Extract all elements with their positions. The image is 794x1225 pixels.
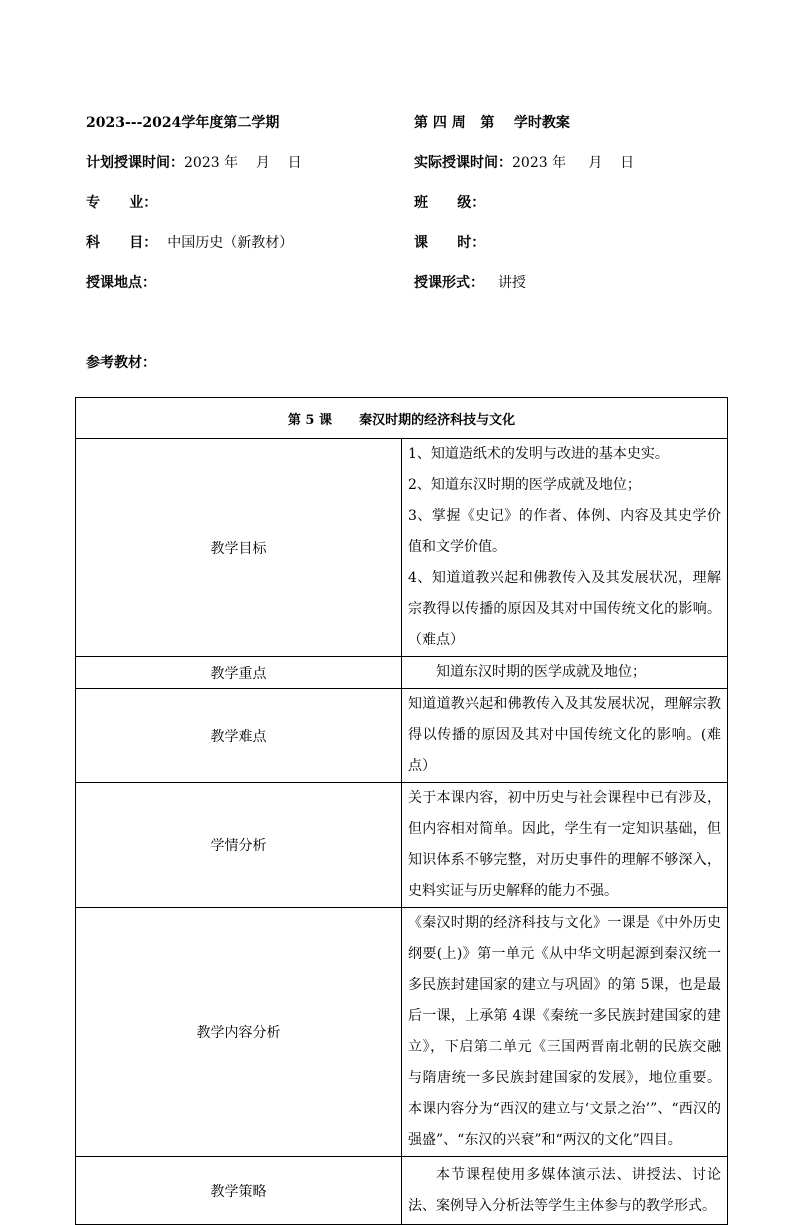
content-line: 《秦汉时期的经济科技与文化》一课是《中外历史纲要(上)》第一单元《从中华文明起源到秦汉统一多民族封建国家的建立与巩固》的第 5课，也是最后一课，上承第 4课《秦统一多民族封建国家的建立》，下启第二单元《三国两晋南北朝的民族交融与隋唐统一多民族封建国家的发展》，地位重要。本课内容分为“西汉的建立与‘文景之治’”、“西汉的强盛”、“东汉的兴衰”和“两汉的文化”四目。 <box>408 915 721 1148</box>
row-label: 教学难点 <box>76 689 402 783</box>
row-content <box>402 1157 728 1225</box>
table-row <box>76 439 728 657</box>
content-line: 知道东汉时期的医学成就及地位； <box>436 664 646 680</box>
table-row <box>76 1157 728 1225</box>
hours-field: 课 时： <box>414 235 486 251</box>
content-line: 知道道教兴起和佛教传入及其发展状况，理解宗教得以传播的原因及其对中国传统文化的影响。(难点） <box>408 696 721 774</box>
actual-time-label: 实际授课时间： <box>414 155 512 171</box>
form-label: 授课形式： <box>414 275 484 291</box>
table-row <box>76 689 728 783</box>
table-row <box>76 908 728 1157</box>
row-content <box>402 689 728 783</box>
objective-line: 3、掌握《史记》的作者、体例、内容及其史学价值和文学价值。 <box>408 508 721 555</box>
planned-time-value: 2023 年 月 日 <box>184 155 302 171</box>
planned-time-label: 计划授课时间： <box>86 155 184 171</box>
objective-line: 2、知道东汉时期的医学成就及地位； <box>408 477 641 493</box>
table-row <box>76 783 728 908</box>
subject-field <box>86 233 293 253</box>
objective-line: 1、知道造纸术的发明与改进的基本史实。 <box>408 446 669 462</box>
row-content <box>402 657 728 689</box>
actual-time <box>414 153 634 173</box>
term-heading: 2023---2024学年度第二学期 <box>86 115 280 131</box>
location-field: 授课地点： <box>86 275 156 291</box>
subject-value: 中国历史（新教材） <box>167 235 294 251</box>
row-label: 学情分析 <box>76 783 402 908</box>
row-label: 教学重点 <box>76 657 402 689</box>
row-label: 教学策略 <box>76 1157 402 1225</box>
form-field <box>414 273 526 293</box>
row-content <box>402 439 728 657</box>
actual-time-value: 2023 年 月 日 <box>512 155 635 171</box>
reference-label: 参考教材： <box>86 355 156 371</box>
major-field: 专 业： <box>86 195 158 211</box>
lesson-plan-table <box>75 397 728 1225</box>
class-field: 班 级： <box>414 195 486 211</box>
content-line: 本节课程使用多媒体演示法、讲授法、讨论法、案例导入分析法等学生主体参与的教学形式。 <box>408 1166 721 1214</box>
table-row <box>76 657 728 689</box>
content-line: 关于本课内容，初中历史与社会课程中已有涉及，但内容相对简单。因此，学生有一定知识基础，但知识体系不够完整，对历史事件的理解不够深入，史料实证与历史解释的能力不强。 <box>408 790 721 899</box>
lesson-title: 第 5 课 秦汉时期的经济科技与文化 <box>76 398 728 439</box>
subject-label: 科 目： <box>86 235 158 251</box>
objective-line: 4、知道道教兴起和佛教传入及其发展状况，理解宗教得以传播的原因及其对中国传统文化的影响。（难点） <box>408 570 721 648</box>
form-value: 讲授 <box>498 275 526 291</box>
row-label: 教学目标 <box>76 439 402 657</box>
week-heading: 第 四 周 第 学时教案 <box>414 115 570 131</box>
planned-time <box>86 153 302 173</box>
row-content <box>402 783 728 908</box>
row-label: 教学内容分析 <box>76 908 402 1157</box>
row-content <box>402 908 728 1157</box>
table-title-row <box>76 398 728 439</box>
